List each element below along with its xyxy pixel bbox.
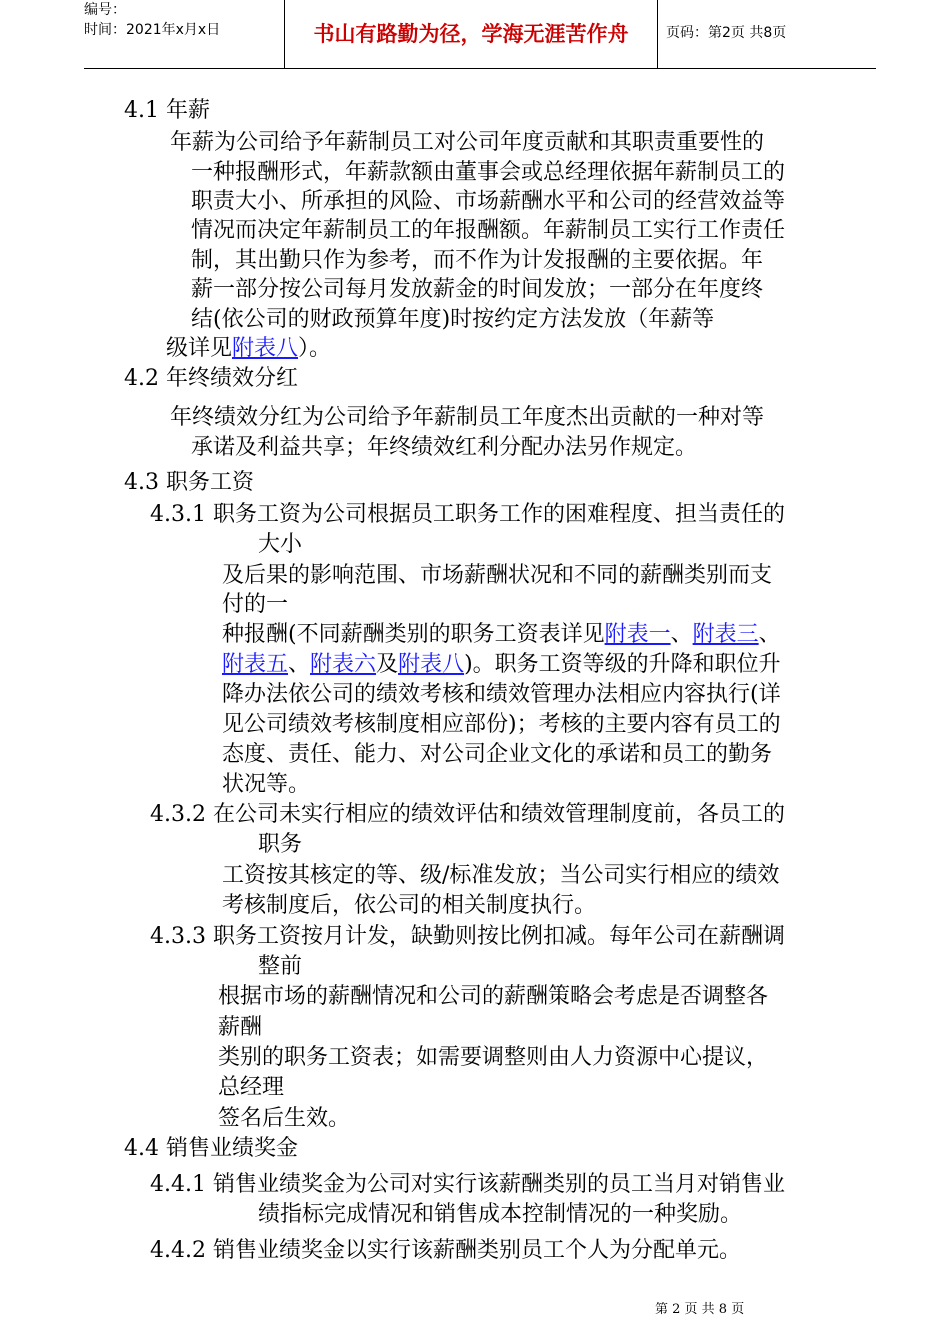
text-line: 年终绩效分红为公司给予年薪制员工年度杰出贡献的一种对等 [170, 405, 765, 430]
page-footer: 第 2 页 共 8 页 [655, 1302, 745, 1317]
text-span: ）。 [298, 336, 332, 361]
text-line: 4.3.3 职务工资按月计发，缺勤则按比例扣减。每年公司在薪酬调 [150, 924, 785, 949]
text-span: 、 [670, 622, 693, 647]
text-line: 薪一部分按公司每月发放薪金的时间发放；一部分在年度终 [191, 277, 764, 302]
text-line: 考核制度后，依公司的相关制度执行。 [222, 893, 597, 918]
text-line: 4.3 职务工资 [124, 470, 254, 495]
doc-number-label: 编号： [84, 2, 126, 18]
text-line: 态度、责任、能力、对公司企业文化的承诺和员工的勤务 [222, 742, 773, 767]
text-span: 及 [376, 652, 399, 677]
text-line: 4.4 销售业绩奖金 [124, 1136, 298, 1161]
appendix-link[interactable]: 附表三 [692, 622, 759, 647]
text-line: 职责大小、所承担的风险、市场薪酬水平和公司的经营效益等 [191, 189, 786, 214]
header-motto: 书山有路勤为径，学海无涯苦作舟 [285, 0, 658, 68]
text-line [222, 620, 781, 650]
appendix-link[interactable]: 附表八 [398, 652, 465, 677]
text-line: 根据市场的薪酬情况和公司的薪酬策略会考虑是否调整各 [218, 984, 769, 1009]
text-line: 情况而决定年薪制员工的年报酬额。年薪制员工实行工作责任 [191, 218, 786, 243]
appendix-link[interactable]: 附表五 [222, 652, 289, 677]
text-line: 4.4.1 销售业绩奖金为公司对实行该薪酬类别的员工当月对销售业 [150, 1172, 785, 1197]
text-line: 4.2 年终绩效分红 [124, 366, 298, 391]
text-line: 4.3.2 在公司未实行相应的绩效评估和绩效管理制度前，各员工的 [150, 802, 785, 827]
page-header [84, 0, 876, 69]
text-line: 总经理 [218, 1075, 285, 1100]
text-line: 绩指标完成情况和销售成本控制情况的一种奖励。 [258, 1202, 743, 1227]
text-span: )。职务工资等级的升降和职位升 [464, 652, 781, 677]
text-line: 见公司绩效考核制度相应部份)；考核的主要内容有员工的 [222, 712, 781, 737]
text-span: 级详见 [166, 336, 233, 361]
text-line: 结(依公司的财政预算年度)时按约定方法发放（年薪等 [191, 307, 715, 332]
text-line: 大小 [258, 532, 303, 557]
text-line: 工资按其核定的等、级/标准发放；当公司实行相应的绩效 [222, 863, 780, 888]
text-line [166, 334, 331, 364]
text-line: 及后果的影响范围、市场薪酬状况和不同的薪酬类别而支 [222, 563, 773, 588]
text-line: 降办法依公司的绩效考核和绩效管理办法相应内容执行(详 [222, 682, 781, 707]
doc-date-label: 时间：2021年x月x日 [84, 22, 221, 38]
text-line [222, 650, 781, 680]
text-line: 制，其出勤只作为参考，而不作为计发报酬的主要依据。年 [191, 248, 764, 273]
text-line: 4.4.2 销售业绩奖金以实行该薪酬类别员工个人为分配单元。 [150, 1238, 741, 1263]
text-line: 一种报酬形式，年薪款额由董事会或总经理依据年薪制员工的 [191, 160, 786, 185]
text-line: 整前 [258, 954, 303, 979]
text-line: 承诺及利益共享；年终绩效红利分配办法另作规定。 [191, 435, 698, 460]
text-span: 种报酬(不同薪酬类别的职务工资表详见 [222, 622, 605, 647]
text-line: 薪酬 [218, 1015, 263, 1040]
text-line: 状况等。 [222, 772, 311, 797]
header-page-number: 页码：第2页 共8页 [666, 25, 787, 41]
text-line: 签名后生效。 [218, 1106, 351, 1131]
appendix-link[interactable]: 附表八 [232, 336, 299, 361]
text-line: 付的一 [222, 592, 289, 617]
text-span: 、 [758, 622, 781, 647]
header-meta-cell [84, 0, 285, 68]
appendix-link[interactable]: 附表六 [310, 652, 377, 677]
text-line: 类别的职务工资表；如需要调整则由人力资源中心提议， [218, 1045, 769, 1070]
text-line: 4.1 年薪 [124, 98, 210, 123]
text-line: 年薪为公司给予年薪制员工对公司年度贡献和其职责重要性的 [170, 130, 765, 155]
text-span: 、 [288, 652, 311, 677]
appendix-link[interactable]: 附表一 [604, 622, 671, 647]
text-line: 4.3.1 职务工资为公司根据员工职务工作的困难程度、担当责任的 [150, 502, 785, 527]
text-line: 职务 [258, 832, 303, 857]
